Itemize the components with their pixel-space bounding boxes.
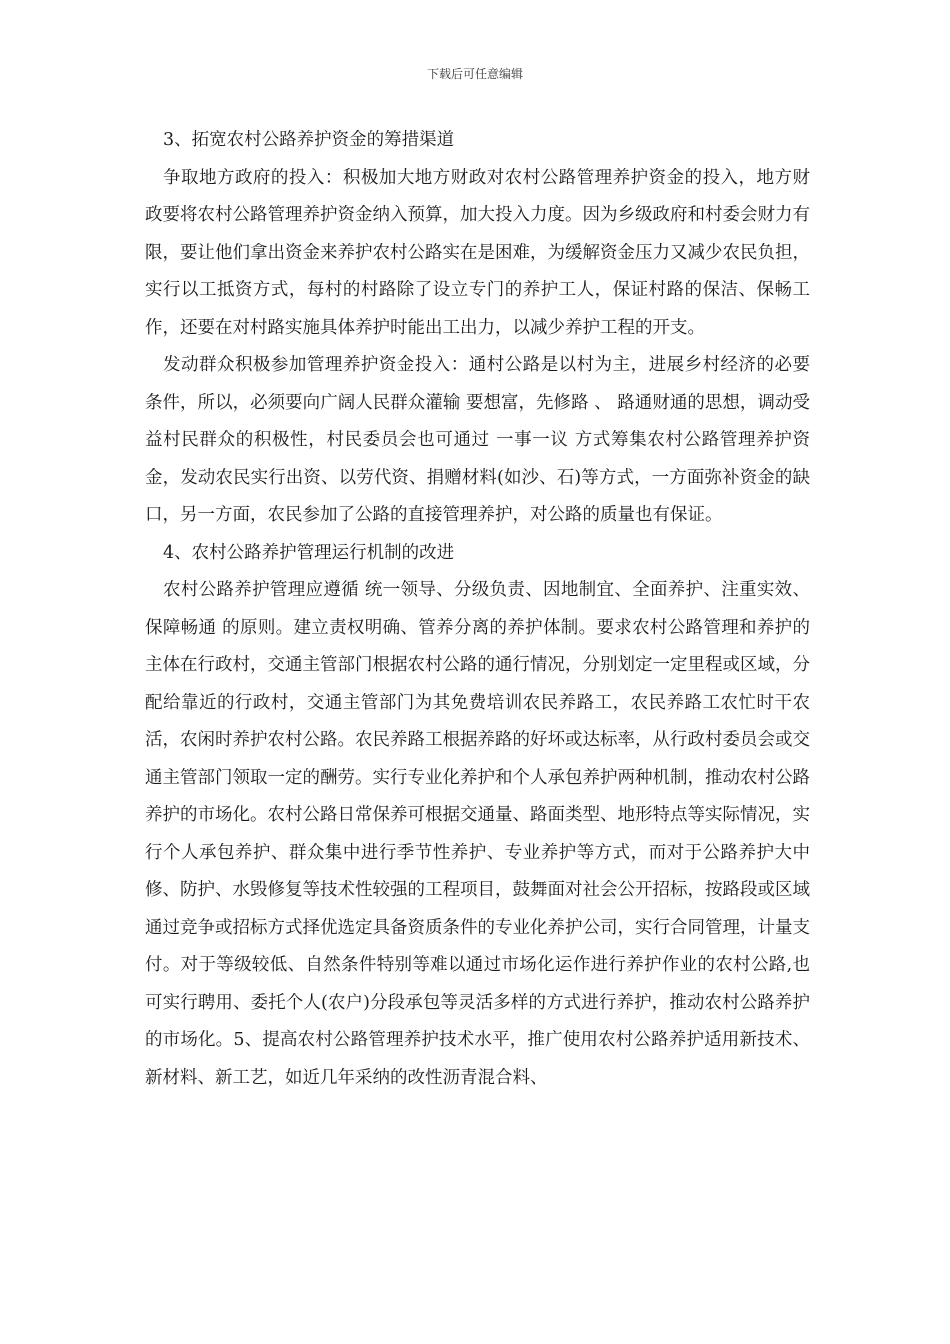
paragraph: 发动群众积极参加管理养护资金投入：通村公路是以村为主，进展乡村经济的必要条件，所以，必须要向广阔人民群众灌输 要想富，先修路 、 路通财通的思想，调动受益村民群众的积极性，村民委员会也可通过 一事一议 方式筹集农村公路管理养护资金，发动农民实行出资、以劳代资、捐赠材料(如沙、石)等方式，一方面弥补资金的缺口，另一方面，农民参加了公路的直接管理养护，对公路的质量也有保证。 (145, 355, 810, 525)
section-heading: 3、拓宽农村公路养护资金的筹措渠道 (163, 130, 455, 150)
paragraph: 农村公路养护管理应遵循 统一领导、分级负责、因地制宜、全面养护、注重实效、保障畅通 的原则。建立责权明确、管养分离的养护体制。要求农村公路管理和养护的主体在行政村，交通主管部门根据农村公路的通行情况，分别划定一定里程或区域，分配给靠近的行政村，交通主管部门为其免费培训农民养路工，农民养路工农忙时干农活，农闲时养护农村公路。农民养路工根据养路的好坏或达标率，从行政村委员会或交通主管部门领取一定的酬劳。实行专业化养护和个人承包养护两种机制，推动农村公路养护的市场化。农村公路日常保养可根据交通量、路面类型、地形特点等实际情况，实行个人承包养护、群众集中进行季节性养护、专业养护等方式，而对于公路养护大中修、防护、水毁修复等技术性较强的工程项目，鼓舞面对社会公开招标，按路段或区域通过竞争或招标方式择优选定具备资质条件的专业化养护公司，实行合同管理，计量支付。对于等级较低、自然条件特别等难以通过市场化运作进行养护作业的农村公路,也可实行聘用、委托个人(农户)分段承包等灵活多样的方式进行养护，推动农村公路养护的市场化。5、提高农村公路管理养护技术水平，推广使用农村公路养护适用新技术、新材料、新工艺，如近几年采纳的改性沥青混合料、 (145, 580, 810, 1088)
section-heading: 4、农村公路养护管理运行机制的改进 (163, 542, 455, 563)
document-body (145, 122, 810, 1097)
paragraph: 争取地方政府的投入：积极加大地方财政对农村公路管理养护资金的投入，地方财政要将农村公路管理养护资金纳入预算，加大投入力度。因为乡级政府和村委会财力有限，要让他们拿出资金来养护农村公路实在是困难，为缓解资金压力又减少农民负担，实行以工抵资方式，每村的村路除了设立专门的养护工人，保证村路的保洁、保畅工作，还要在对村路实施具体养护时能出工出力，以减少养护工程的开支。 (145, 167, 810, 338)
page-header: 下载后可任意编辑 (426, 67, 523, 81)
